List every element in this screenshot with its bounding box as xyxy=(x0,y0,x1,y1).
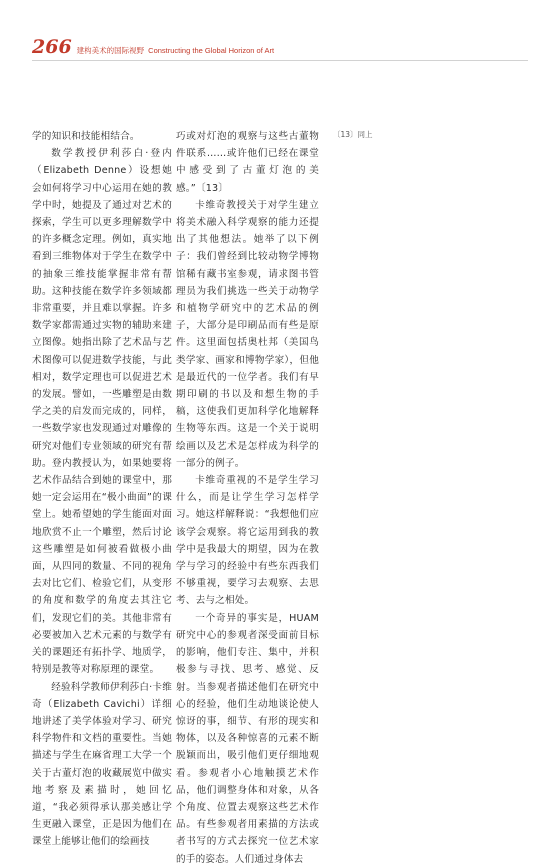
middle-text-column xyxy=(176,128,319,868)
paragraph: 卡维奇教授关于对学生建立将美术融入科学观察的能力还提出了其他想法。她举了以下例子：我们曾经到比较动物学博物馆稀有藏书室参观，请求图书管理员为我们挑选一些关于动物学和植物学研究中的艺术品的例子，大部分是印刷品而有些是原件。这里面包括奥杜邦（美国鸟类学家、画家和博物学家），但他是最近代的一位学者。我们有早期印刷的书以及和想生物的手稿，这使我们更加科学化地解释生物等东西。这是一个关于说明绘画以及艺术是怎样成为科学的一部分的例子。 xyxy=(176,199,319,469)
left-text-column xyxy=(32,128,172,851)
paragraph: 一个奇异的事实是，HUAM研究中心的参观者深受面前目标的影响，他们专注、集中，并积极参与寻找、思考、感觉、反射。当参观者描述他们在研究中心的经验，他们生动地谈论使人惊讶的事，细节、有形的现实和物体，以及各种惊喜的元素不断脱颖而出，吸引他们更仔细地观看。参观者小心地触摸艺术作品，他们调整身体和对象，从各个角度、位置去观察这些艺术作品。有些参观者用素描的方法或者书写的方式去探究一位艺术家的手的姿态。人们通过身体去 xyxy=(176,612,319,865)
paragraph: 巧或对灯泡的观察与这些古董物件联系……或许他们已经在课堂中感受到了古董灯泡的美感。”〔13〕 xyxy=(176,131,319,194)
running-header xyxy=(32,36,528,62)
paragraph: 经验科学教师伊利莎白·卡维奇（Elizabeth Cavichi）详细地讲述了美学体验对学习、研究科学物件和文档的重要性。当她描述与学生在麻省理工大学一个关于古董灯泡的收藏展览中做实地考察及素描时，她回忆道，“我必须得承认那美感让学生更融入课堂，正是因为他们在课堂上能够让他们的绘画技 xyxy=(32,681,172,848)
book-title-chinese: 建构美术的国际视野 xyxy=(76,46,145,55)
footnote-13: 〔13〕同上 xyxy=(333,130,373,139)
paragraph: 学的知识和技能相结合。 xyxy=(32,131,140,142)
paragraph: 卡维奇重视的不是学生学习什么，而是让学生学习怎样学习。她这样解释说：“我想他们应该学会观察。将它运用到我的教学中是我最大的期望，因为在教学与学习的经验中有些东西我们不够重视，要学习去观察、去思考、去与之相处。 xyxy=(176,475,319,607)
header-rule xyxy=(32,60,528,61)
paragraph: 数学教授伊利莎白·登内（Elizabeth Denne）设想她会如何将学习中心运用在她的教学中时，她提及了通过对艺术的探索，学生可以更多理解数学中的许多概念定理。例如，真实地看到三维物体对于学生在数学中的抽象三维技能掌握非常有帮助。这种技能在数学许多领域都非常重要，并且难以掌握。许多数学家都需通过实物的辅助来建立图像。她指出除了艺术品与艺术图像可以促进数学技能，与此相对，数学定理也可以促进艺术的发展。譬如，一些雕塑是由数学之美的启发而完成的，同样，一些数学家也发现通过对雕像的研究对他们专业领域的研究有帮助。登内教授认为，如果她要将艺术作品结合到她的课堂中，那她一定会运用在“极小曲面”的课堂上。她希望她的学生能面对面地欣赏不止一个雕塑，然后讨论这些雕塑是如何被看做极小曲面，从四同的数量、不同的视角去对比它们、检验它们，从变形的角度和数学的角度去其注它们，发现它们的美。其他非常有必要被加入艺术元素的与数学有关的课题还有拓扑学、地质学，特别是教等对称原理的课堂。 xyxy=(32,148,172,676)
book-title-english: Constructing the Global Horizon of Art xyxy=(148,46,275,55)
page-number: 266 xyxy=(32,36,72,58)
